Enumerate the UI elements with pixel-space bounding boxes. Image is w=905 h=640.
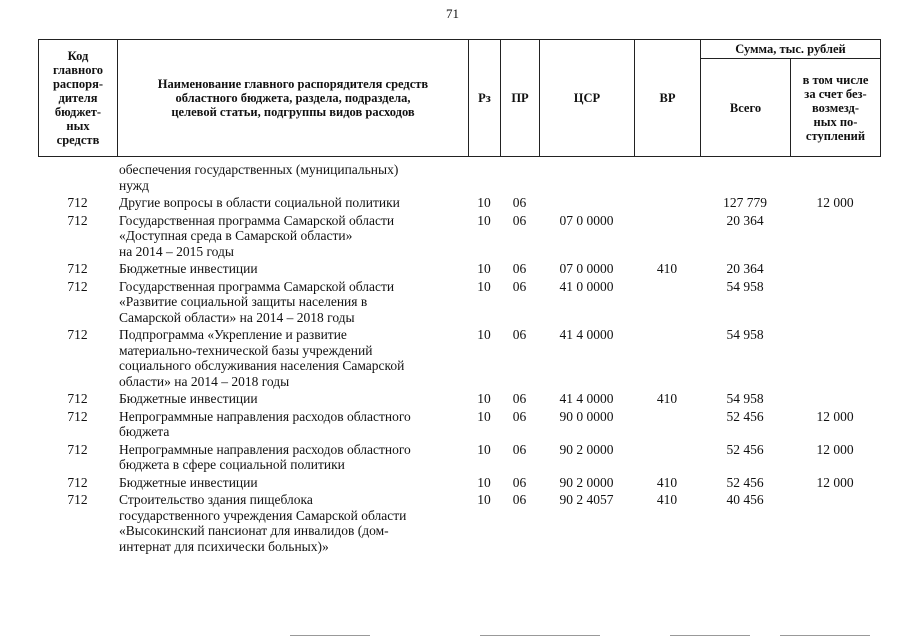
row-pr: 06 [512, 408, 527, 424]
row-pr: 06 [512, 261, 527, 276]
row-total: 52 456 [726, 474, 764, 490]
row-pr: 06 [512, 212, 527, 228]
row-rz: 10 [477, 195, 491, 210]
row-name-line: на 2014 – 2015 годы [119, 243, 234, 259]
header-name: Наименование главного распорядителя средств областного бюджета, раздела, подраздела, целевой статьи, подгруппы видов расходов [118, 40, 469, 157]
row-code: 712 [67, 327, 88, 342]
page-number: 71 [446, 6, 459, 21]
table-row [38, 475, 880, 491]
table-row [38, 162, 880, 193]
row-rz: 10 [477, 408, 491, 424]
row-name-line: «Высокинский пансионат для инвалидов (дом- [119, 523, 389, 538]
row-name [117, 213, 468, 260]
row-name [117, 442, 468, 473]
row-rz: 10 [477, 278, 491, 294]
row-csr: 90 2 4057 [559, 492, 614, 507]
row-name [117, 162, 468, 193]
row-vr [634, 327, 700, 389]
row-code: 712 [67, 278, 88, 294]
row-pr: 06 [512, 327, 527, 342]
table-row [38, 391, 880, 407]
table-row [38, 195, 880, 211]
row-rz: 10 [477, 474, 491, 490]
row-name-line: материально-технической базы учреждений [119, 342, 373, 358]
row-total: 52 456 [726, 408, 764, 424]
row-free: 12 000 [816, 195, 854, 210]
row-vr [634, 162, 700, 193]
row-pr: 06 [512, 278, 527, 294]
table-row [38, 327, 880, 389]
row-vr [634, 279, 700, 326]
row-code: 712 [67, 492, 88, 507]
row-code: 712 [67, 261, 88, 276]
row-free [790, 213, 880, 260]
row-name-line: Непрограммные направления расходов областного [119, 441, 411, 457]
header-total: Всего [701, 59, 791, 157]
row-name [117, 327, 468, 389]
row-csr: 41 4 0000 [559, 327, 614, 342]
row-rz: 10 [477, 391, 491, 406]
row-name [117, 475, 468, 491]
row-code: 712 [67, 195, 88, 210]
row-vr: 410 [656, 474, 678, 490]
row-rz: 10 [477, 492, 491, 507]
row-name-line: Подпрограмма «Укрепление и развитие [119, 327, 347, 342]
row-vr [634, 409, 700, 440]
header-vr: ВР [635, 40, 701, 157]
row-pr: 06 [512, 391, 527, 406]
row-total: 20 364 [726, 261, 764, 276]
table-row [38, 213, 880, 260]
row-free: 12 000 [816, 441, 854, 457]
row-name [117, 195, 468, 211]
row-csr: 41 4 0000 [559, 391, 614, 406]
row-free: 12 000 [816, 474, 854, 490]
table-row [38, 261, 880, 277]
row-free [790, 162, 880, 193]
row-code: 712 [67, 391, 88, 406]
row-pr: 06 [512, 441, 527, 457]
row-name-line: Самарской области» на 2014 – 2018 годы [119, 309, 355, 325]
row-rz: 10 [477, 212, 491, 228]
table-header [38, 39, 881, 157]
row-free: 12 000 [816, 408, 854, 424]
row-free [790, 279, 880, 326]
row-name-line: «Развитие социальной защиты населения в [119, 294, 368, 309]
row-csr: 90 0 0000 [559, 408, 614, 424]
row-total: 54 958 [726, 327, 764, 342]
row-csr [539, 162, 634, 193]
row-total: 54 958 [726, 278, 764, 294]
row-name-line: обеспечения государственных (муниципальных) [119, 162, 399, 177]
header-code: Код главного распоря- дителя бюджет- ных средств [39, 40, 118, 157]
row-pr [500, 162, 539, 193]
row-name-line: нужд [119, 177, 149, 193]
row-vr: 410 [656, 492, 678, 507]
row-csr: 07 0 0000 [559, 261, 614, 276]
row-code: 712 [67, 408, 88, 424]
row-name [117, 391, 468, 407]
header-sum: Сумма, тыс. рублей [701, 40, 881, 59]
row-pr: 06 [512, 195, 527, 210]
row-total: 20 364 [726, 212, 764, 228]
row-total: 54 958 [726, 391, 764, 406]
row-name [117, 492, 468, 554]
row-name [117, 279, 468, 326]
row-name-line: «Доступная среда в Самарской области» [119, 228, 353, 243]
row-name-line: государственного учреждения Самарской области [119, 507, 407, 523]
row-free [790, 261, 880, 277]
row-code: 712 [67, 212, 88, 228]
table-row [38, 409, 880, 440]
row-pr: 06 [512, 492, 527, 507]
row-vr [634, 213, 700, 260]
row-total: 127 779 [723, 195, 767, 210]
table-body [38, 162, 880, 554]
row-free [790, 492, 880, 554]
row-pr: 06 [512, 474, 527, 490]
header-rz: Рз [469, 40, 501, 157]
row-code [38, 162, 117, 193]
row-name-line: Государственная программа Самарской области [119, 212, 395, 228]
row-total: 40 456 [726, 492, 764, 507]
row-vr: 410 [656, 261, 678, 276]
row-rz: 10 [477, 261, 491, 276]
row-name-line: Государственная программа Самарской области [119, 278, 395, 294]
row-csr: 41 0 0000 [559, 278, 614, 294]
header-csr: ЦСР [540, 40, 635, 157]
row-vr: 410 [656, 391, 678, 406]
footer-divider [780, 635, 870, 636]
row-free [790, 327, 880, 389]
row-total: 52 456 [726, 441, 764, 457]
row-code: 712 [67, 441, 88, 457]
footer-divider [480, 635, 600, 636]
table-row [38, 492, 880, 554]
row-name [117, 261, 468, 277]
row-rz [468, 162, 500, 193]
row-name-line: области» на 2014 – 2018 годы [119, 373, 290, 389]
row-name-line: социального обслуживания населения Самарской [119, 358, 405, 373]
row-csr: 07 0 0000 [559, 212, 614, 228]
row-free [790, 391, 880, 407]
row-name-line: Бюджетные инвестиции [119, 261, 258, 276]
header-pr: ПР [501, 40, 540, 157]
row-csr: 90 2 0000 [559, 474, 614, 490]
header-free: в том числе за счет без- возмезд- ных по- ступлений [791, 59, 881, 157]
row-name-line: интернат для психически больных)» [119, 538, 329, 554]
row-vr [634, 195, 700, 211]
row-name-line: Строительство здания пищеблока [119, 492, 313, 507]
row-rz: 10 [477, 441, 491, 457]
row-vr [634, 442, 700, 473]
row-csr [539, 195, 634, 211]
footer-divider [670, 635, 750, 636]
table-row [38, 442, 880, 473]
table-row [38, 279, 880, 326]
row-name-line: Бюджетные инвестиции [119, 391, 258, 406]
row-name-line: Бюджетные инвестиции [119, 474, 258, 490]
row-csr: 90 2 0000 [559, 441, 614, 457]
row-name-line: бюджета [119, 424, 170, 439]
row-code: 712 [67, 474, 88, 490]
row-name-line: Непрограммные направления расходов областного [119, 408, 411, 424]
row-total [700, 162, 790, 193]
row-name [117, 409, 468, 440]
footer-divider [290, 635, 370, 636]
row-name-line: Другие вопросы в области социальной политики [119, 195, 400, 210]
row-name-line: бюджета в сфере социальной политики [119, 457, 345, 472]
row-rz: 10 [477, 327, 491, 342]
